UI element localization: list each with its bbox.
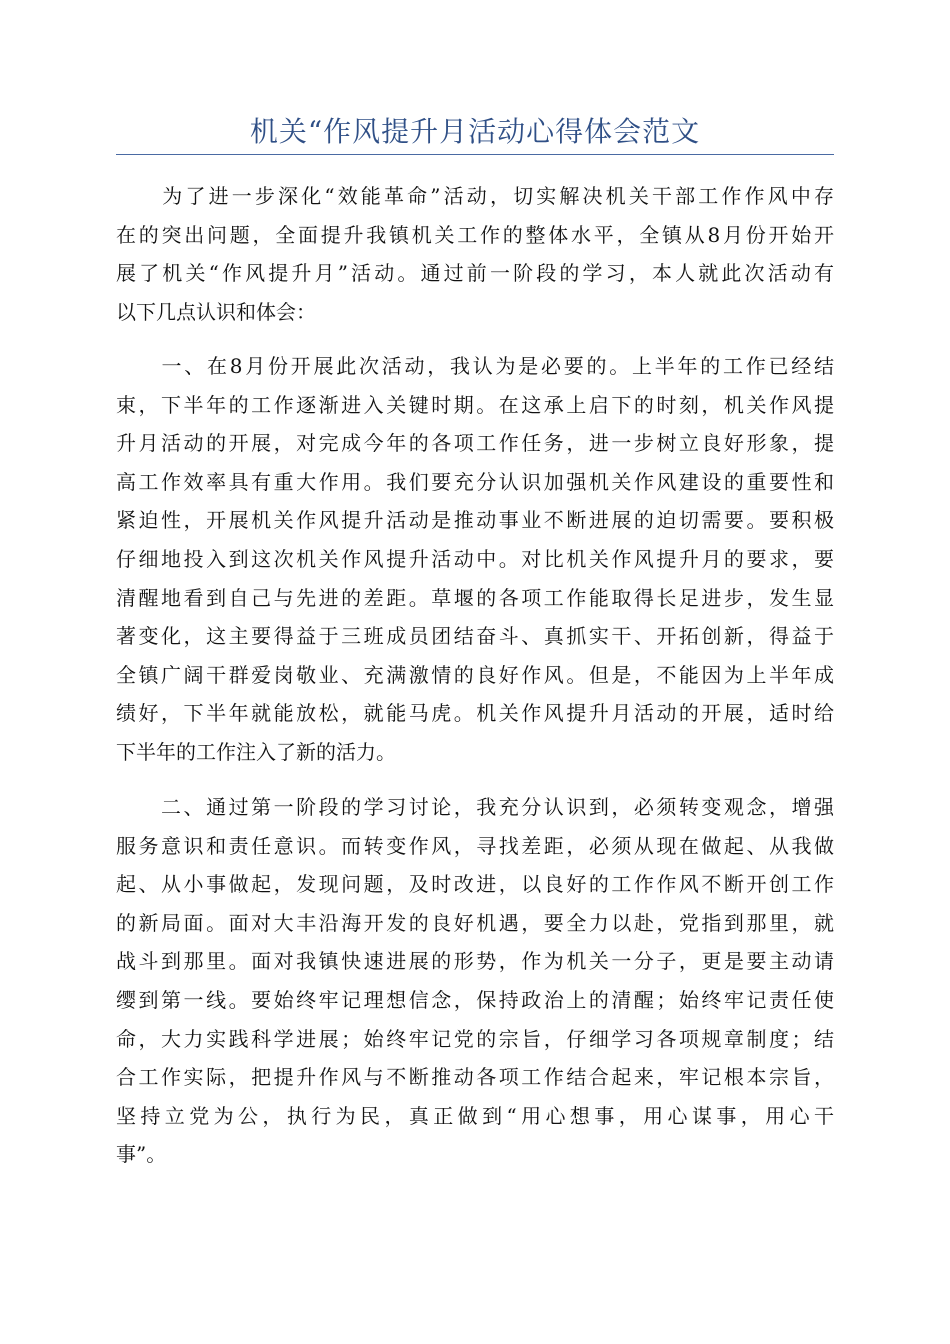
text-line: 著变化，这主要得益于三班成员团结奋斗、真抓实干、开拓创新，得益于 (116, 624, 834, 649)
text-line: 展了机关“作风提升月”活动。通过前一阶段的学习，本人就此次活动有 (116, 261, 834, 286)
text-line: 高工作效率具有重大作用。我们要充分认识加强机关作风建设的重要性和 (116, 469, 834, 494)
text-line: 起、从小事做起，发现问题，及时改进，以良好的工作作风不断开创工作 (116, 872, 834, 897)
text-line: 的新局面。面对大丰沿海开发的良好机遇，要全力以赴，党指到那里，就 (116, 910, 834, 935)
text-line: 紧迫性，开展机关作风提升活动是推动事业不断进展的迫切需要。要积极 (116, 508, 834, 533)
text-line: 合工作实际，把提升作风与不断推动各项工作结合起来，牢记根本宗旨， (116, 1065, 834, 1090)
text-line: 以下几点认识和体会： (116, 299, 316, 324)
text-line: 服务意识和责任意识。而转变作风，寻找差距，必须从现在做起、从我做 (116, 833, 834, 858)
text-line: 升月活动的开展，对完成今年的各项工作任务，进一步树立良好形象，提 (116, 431, 834, 456)
paragraph-2 (116, 347, 834, 772)
title-underline (116, 154, 834, 155)
text-line: 坚持立党为公，执行为民，真正做到“用心想事，用心谋事，用心干 (116, 1103, 834, 1128)
text-line: 束，下半年的工作逐渐进入关键时期。在这承上启下的时刻，机关作风提 (116, 392, 834, 417)
text-line: 在的突出问题，全面提升我镇机关工作的整体水平，全镇从8月份开始开 (116, 222, 834, 247)
text-line: 战斗到那里。面对我镇快速进展的形势，作为机关一分子，更是要主动请 (116, 949, 834, 974)
text-line: 全镇广阔干群爱岗敬业、充满激情的良好作风。但是，不能因为上半年成 (116, 662, 834, 687)
paragraph-1 (116, 177, 834, 331)
document-title: 机关“作风提升月活动心得体会范文 (249, 115, 701, 148)
text-line: 为了进一步深化“效能革命”活动，切实解决机关干部工作作风中存 (116, 184, 834, 208)
text-line: 下半年的工作注入了新的活力。 (116, 739, 396, 764)
text-line: 一、在8月份开展此次活动，我认为是必要的。上半年的工作已经结 (116, 354, 834, 378)
text-line: 事”。 (116, 1142, 167, 1167)
text-line: 仔细地投入到这次机关作风提升活动中。对比机关作风提升月的要求，要 (116, 546, 834, 571)
paragraph-3 (116, 788, 834, 1174)
text-line: 命，大力实践科学进展；始终牢记党的宗旨，仔细学习各项规章制度；结 (116, 1026, 834, 1051)
text-line: 缨到第一线。要始终牢记理想信念，保持政治上的清醒；始终牢记责任使 (116, 987, 834, 1012)
text-line: 绩好，下半年就能放松，就能马虎。机关作风提升月活动的开展，适时给 (116, 701, 834, 726)
text-line: 二、通过第一阶段的学习讨论，我充分认识到，必须转变观念，增强 (116, 795, 834, 819)
text-line: 清醒地看到自己与先进的差距。草堰的各项工作能取得长足进步，发生显 (116, 585, 834, 610)
